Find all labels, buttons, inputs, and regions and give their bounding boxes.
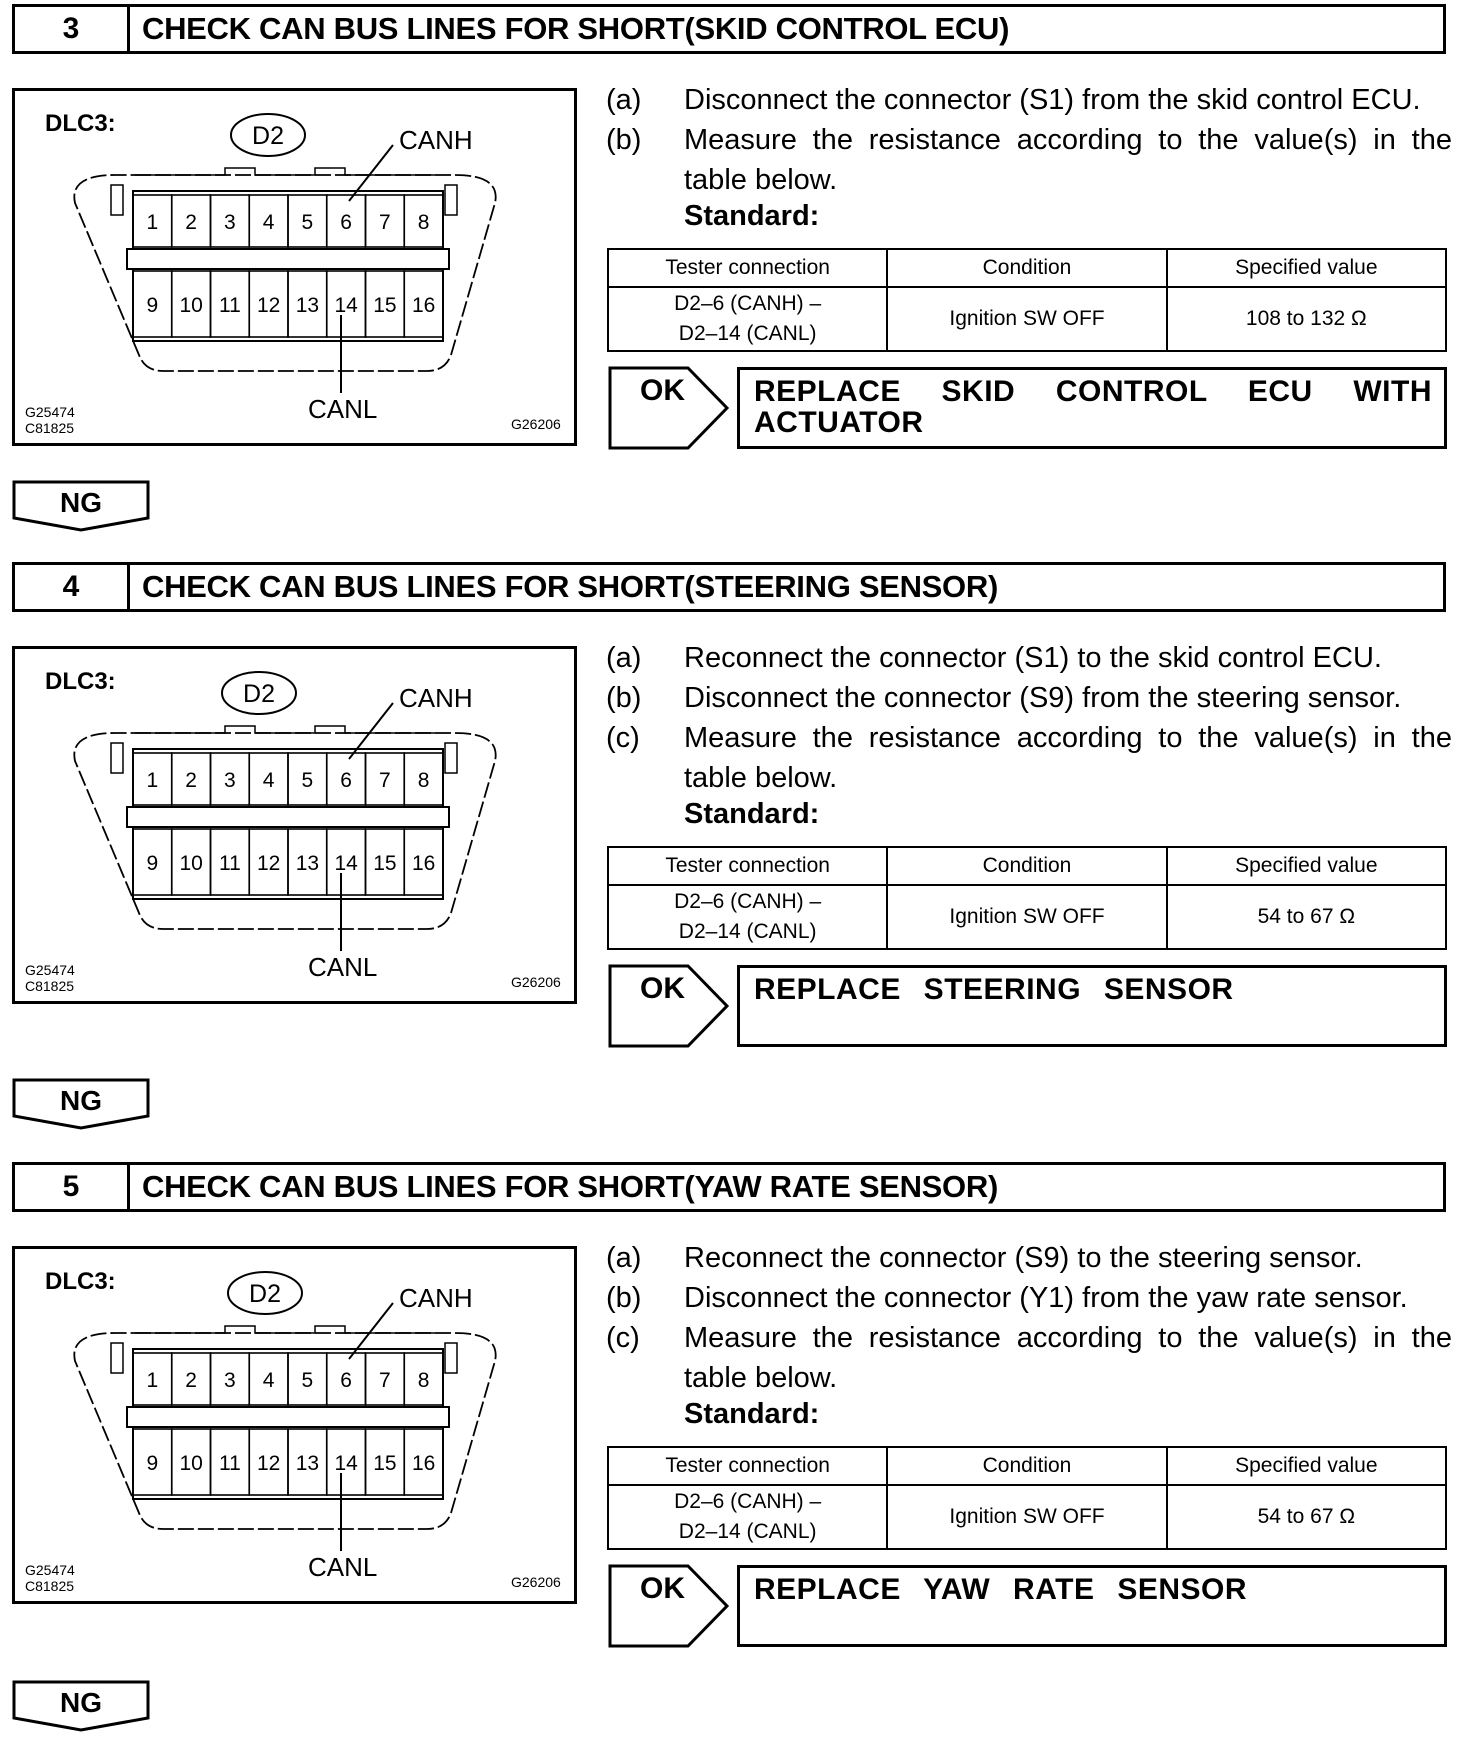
condition-cell: Ignition SW OFF: [887, 1485, 1166, 1549]
figure-code: C81825: [25, 420, 75, 436]
table-header: Specified value: [1167, 249, 1446, 287]
pin-number: 16: [411, 1452, 436, 1475]
pin-number: 7: [379, 211, 391, 234]
instruction-item: (b) Measure the resistance according to the value(s) in the table below.: [606, 124, 1452, 196]
pin-number: 7: [379, 769, 391, 792]
pin-number: 12: [256, 852, 281, 875]
pin-number: 11: [218, 1452, 241, 1475]
tester-connection-cell: D2–6 (CANH) – D2–14 (CANL): [608, 287, 887, 351]
instruction-item: (b) Disconnect the connector (Y1) from the yaw rate sensor.: [606, 1282, 1408, 1314]
pin-number: 16: [411, 852, 436, 875]
replace-action: REPLACE YAW RATE SENSOR: [737, 1565, 1447, 1647]
pin-number: 13: [295, 1452, 320, 1475]
dlc3-connector-drawing: [15, 649, 574, 1001]
pin-number: 6: [340, 769, 352, 792]
pin-number: 6: [340, 211, 352, 234]
table-header: Tester connection: [608, 1447, 887, 1485]
pin-number: 8: [417, 1369, 430, 1392]
ok-label: OK: [640, 1572, 685, 1605]
pin-number: 4: [262, 769, 275, 792]
table-row: [608, 885, 1446, 949]
step-header: [12, 562, 1446, 612]
ng-label: NG: [60, 487, 102, 518]
step-3: [0, 0, 1472, 560]
instruction-item: (a) Reconnect the connector (S9) to the steering sensor.: [606, 1242, 1363, 1274]
step-number: 4: [15, 565, 130, 609]
canh-label: CANH: [399, 683, 473, 713]
pin-number: 15: [373, 852, 397, 875]
pin-number: 9: [146, 294, 159, 317]
pin-number: 12: [256, 294, 281, 317]
figure-code: C81825: [25, 978, 75, 994]
pin-number: 14: [334, 294, 358, 317]
table-header-row: [608, 249, 1446, 287]
dlc3-label: DLC3:: [45, 1268, 116, 1295]
pin-number: 1: [146, 211, 159, 234]
pin-number: 3: [224, 211, 236, 234]
pin-number: 10: [179, 852, 203, 875]
pin-number: 7: [379, 1369, 391, 1392]
spec-table: [607, 248, 1447, 352]
pin-number: 4: [262, 211, 275, 234]
replace-action: REPLACE STEERING SENSOR: [737, 965, 1447, 1047]
pin-number: 9: [146, 852, 159, 875]
ng-label: NG: [60, 1687, 102, 1718]
table-row: [608, 1485, 1446, 1549]
condition-cell: Ignition SW OFF: [887, 287, 1166, 351]
figure-code: G26206: [511, 1574, 561, 1590]
pin-number: 3: [224, 1369, 236, 1392]
instruction-item: (a) Disconnect the connector (S1) from the skid control ECU.: [606, 84, 1421, 116]
table-header: Condition: [887, 847, 1166, 885]
figure-code: G26206: [511, 974, 561, 990]
table-header: Tester connection: [608, 249, 887, 287]
spec-table: [607, 1446, 1447, 1550]
pin-row-bottom: [133, 829, 443, 895]
pin-number: 5: [301, 1369, 314, 1392]
pin-number: 1: [146, 1369, 159, 1392]
tester-connection-cell: D2–6 (CANH) – D2–14 (CANL): [608, 1485, 887, 1549]
figure-code: G25474: [25, 404, 75, 420]
pin-number: 8: [417, 769, 430, 792]
dlc3-label: DLC3:: [45, 110, 116, 137]
replace-action: REPLACE SKID CONTROL ECU WITH ACTUATOR: [737, 367, 1447, 449]
specified-value-cell: 108 to 132 Ω: [1167, 287, 1446, 351]
pin-row-top: [133, 195, 443, 247]
table-header: Condition: [887, 1447, 1166, 1485]
pin-number: 13: [295, 294, 320, 317]
condition-cell: Ignition SW OFF: [887, 885, 1166, 949]
pin-row-top: [133, 1353, 443, 1405]
instruction-list: [606, 638, 1452, 798]
figure-code: G25474: [25, 962, 75, 978]
pin-row-top: [133, 753, 443, 805]
pin-number: 11: [218, 294, 241, 317]
pin-number: 10: [179, 1452, 203, 1475]
dlc3-label: DLC3:: [45, 668, 116, 695]
pin-number: 4: [262, 1369, 275, 1392]
pin-number: 11: [218, 852, 241, 875]
pin-number: 14: [334, 852, 358, 875]
table-header: Specified value: [1167, 1447, 1446, 1485]
table-header-row: [608, 847, 1446, 885]
ng-label: NG: [60, 1085, 102, 1116]
dlc3-connector-diagram: [12, 646, 577, 1004]
pin-row-bottom: [133, 1429, 443, 1495]
pin-number: 1: [146, 769, 159, 792]
instruction-list: [606, 80, 1452, 200]
step-title: CHECK CAN BUS LINES FOR SHORT(STEERING SENSOR): [142, 569, 998, 604]
pin-row-bottom: [133, 271, 443, 337]
standard-label: Standard:: [684, 200, 820, 232]
pin-number: 8: [417, 211, 430, 234]
step-title: CHECK CAN BUS LINES FOR SHORT(SKID CONTROL ECU): [142, 11, 1010, 46]
canl-label: CANL: [308, 952, 378, 982]
specified-value-cell: 54 to 67 Ω: [1167, 1485, 1446, 1549]
specified-value-cell: 54 to 67 Ω: [1167, 885, 1446, 949]
table-header: Specified value: [1167, 847, 1446, 885]
table-row: [608, 287, 1446, 351]
standard-label: Standard:: [684, 798, 820, 830]
canh-label: CANH: [399, 125, 473, 155]
instruction-item: (c) Measure the resistance according to the value(s) in the table below.: [606, 1322, 1452, 1394]
dlc3-connector-diagram: [12, 88, 577, 446]
step-number: 3: [15, 7, 130, 51]
pin-number: 9: [146, 1452, 159, 1475]
dlc3-connector-drawing: [15, 91, 574, 443]
pin-number: 3: [224, 769, 236, 792]
instruction-item: (c) Measure the resistance according to the value(s) in the table below.: [606, 722, 1452, 794]
step-title: CHECK CAN BUS LINES FOR SHORT(YAW RATE SENSOR): [142, 1169, 998, 1204]
pin-number: 16: [411, 294, 436, 317]
step-header: [12, 1162, 1446, 1212]
step-header: [12, 4, 1446, 54]
table-header-row: [608, 1447, 1446, 1485]
figure-code: G25474: [25, 1562, 75, 1578]
connector-id: D2: [249, 1280, 281, 1308]
connector-id: D2: [252, 122, 284, 150]
step-4: [0, 558, 1472, 1118]
pin-number: 12: [256, 1452, 281, 1475]
pin-number: 13: [295, 852, 320, 875]
pin-number: 15: [373, 294, 397, 317]
figure-code: G26206: [511, 416, 561, 432]
canl-label: CANL: [308, 1552, 378, 1582]
figure-code: C81825: [25, 1578, 75, 1594]
dlc3-connector-diagram: [12, 1246, 577, 1604]
canl-label: CANL: [308, 394, 378, 424]
pin-number: 15: [373, 1452, 397, 1475]
instruction-item: (b) Disconnect the connector (S9) from the steering sensor.: [606, 682, 1402, 714]
instruction-item: (a) Reconnect the connector (S1) to the skid control ECU.: [606, 642, 1382, 674]
table-header: Condition: [887, 249, 1166, 287]
step-number: 5: [15, 1165, 130, 1209]
step-5: [0, 1158, 1472, 1718]
pin-number: 14: [334, 1452, 358, 1475]
pin-number: 2: [185, 1369, 197, 1392]
ok-label: OK: [640, 972, 685, 1005]
canh-label: CANH: [399, 1283, 473, 1313]
standard-label: Standard:: [684, 1398, 820, 1430]
pin-number: 5: [301, 769, 314, 792]
dlc3-connector-drawing: [15, 1249, 574, 1601]
pin-number: 5: [301, 211, 314, 234]
pin-number: 10: [179, 294, 203, 317]
pin-number: 2: [185, 769, 197, 792]
instruction-list: [606, 1238, 1452, 1398]
pin-number: 6: [340, 1369, 352, 1392]
tester-connection-cell: D2–6 (CANH) – D2–14 (CANL): [608, 885, 887, 949]
pin-number: 2: [185, 211, 197, 234]
connector-id: D2: [243, 680, 275, 708]
spec-table: [607, 846, 1447, 950]
ok-label: OK: [640, 374, 685, 407]
table-header: Tester connection: [608, 847, 887, 885]
